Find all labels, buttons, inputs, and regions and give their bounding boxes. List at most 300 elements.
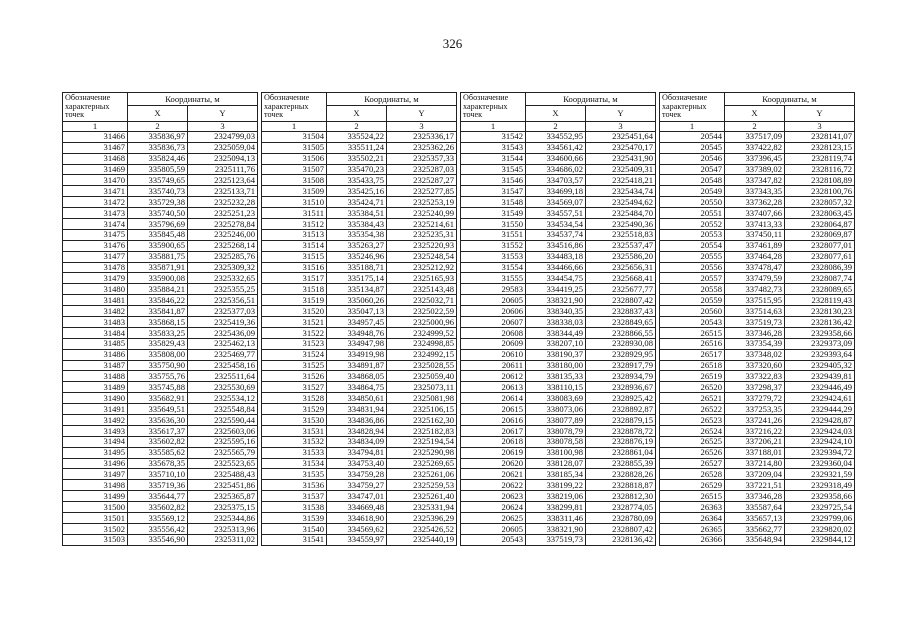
table-row — [461, 197, 656, 208]
table-row — [660, 218, 855, 229]
point-id-cell: 31496 — [63, 458, 128, 469]
point-id-cell: 26363 — [660, 502, 725, 513]
y-header: Y — [188, 106, 258, 122]
point-id-cell: 20614 — [461, 393, 526, 404]
x-cell: 338338,03 — [526, 316, 586, 327]
table-row — [63, 371, 258, 382]
point-id-cell: 31552 — [461, 240, 526, 251]
y-cell: 2325251,23 — [188, 208, 258, 219]
coordinates-header: Координаты, м — [128, 93, 258, 106]
point-id-cell: 31482 — [63, 306, 128, 317]
x-cell: 335662,77 — [725, 523, 785, 534]
point-id-cell: 31521 — [262, 316, 327, 327]
table-row — [262, 404, 457, 415]
table-row — [461, 295, 656, 306]
x-cell: 338110,15 — [526, 382, 586, 393]
y-cell: 2325261,40 — [387, 491, 457, 502]
table-row — [262, 523, 457, 534]
x-cell: 334759,27 — [327, 480, 387, 491]
x-cell: 335824,46 — [128, 153, 188, 164]
y-cell: 2325165,93 — [387, 273, 457, 284]
y-cell: 2325059,04 — [188, 142, 258, 153]
table-row — [63, 502, 258, 513]
table-row — [461, 240, 656, 251]
x-cell: 334948,76 — [327, 327, 387, 338]
x-cell: 335808,00 — [128, 349, 188, 360]
table-row — [660, 131, 855, 142]
table-row — [262, 502, 457, 513]
x-cell: 335263,27 — [327, 240, 387, 251]
table-row — [63, 327, 258, 338]
table-row — [63, 262, 258, 273]
table-row — [660, 251, 855, 262]
point-id-cell: 20624 — [461, 502, 526, 513]
table-row — [63, 349, 258, 360]
table-row — [461, 360, 656, 371]
y-cell: 2328866,55 — [586, 327, 656, 338]
x-cell: 338083,69 — [526, 393, 586, 404]
table-row — [262, 153, 457, 164]
point-id-cell: 26518 — [660, 360, 725, 371]
y-header: Y — [785, 106, 855, 122]
point-id-cell: 26515 — [660, 491, 725, 502]
y-cell: 2325418,21 — [586, 175, 656, 186]
y-cell: 2325246,00 — [188, 229, 258, 240]
y-cell: 2325269,65 — [387, 458, 457, 469]
point-id-cell: 26364 — [660, 513, 725, 524]
table-row — [63, 523, 258, 534]
x-cell: 335682,91 — [128, 393, 188, 404]
table-row — [262, 142, 457, 153]
y-cell: 2325336,17 — [387, 131, 457, 142]
point-id-cell: 20554 — [660, 240, 725, 251]
y-cell: 2325451,86 — [188, 480, 258, 491]
table-row — [461, 371, 656, 382]
point-id-cell: 31542 — [461, 131, 526, 142]
point-id-cell: 31504 — [262, 131, 327, 142]
x-cell: 334699,18 — [526, 186, 586, 197]
y-cell: 2328108,89 — [785, 175, 855, 186]
point-id-cell: 26520 — [660, 382, 725, 393]
point-id-cell: 31549 — [461, 208, 526, 219]
point-id-cell: 20621 — [461, 469, 526, 480]
coordinates-header: Координаты, м — [725, 93, 855, 106]
point-id-cell: 20543 — [660, 316, 725, 327]
y-cell: 2325094,13 — [188, 153, 258, 164]
y-cell: 2325668,41 — [586, 273, 656, 284]
table-row — [262, 458, 457, 469]
y-cell: 2325143,48 — [387, 284, 457, 295]
x-cell: 334454,75 — [526, 273, 586, 284]
table-row — [660, 458, 855, 469]
y-cell: 2325268,14 — [188, 240, 258, 251]
y-cell: 2325261,06 — [387, 469, 457, 480]
x-cell: 334703,57 — [526, 175, 586, 186]
table-row — [660, 491, 855, 502]
x-cell: 335841,87 — [128, 306, 188, 317]
x-header: X — [128, 106, 188, 122]
y-cell: 2328087,74 — [785, 273, 855, 284]
x-cell: 337346,28 — [725, 327, 785, 338]
point-id-cell: 31529 — [262, 404, 327, 415]
point-id-cell: 31516 — [262, 262, 327, 273]
point-id-cell: 31467 — [63, 142, 128, 153]
y-cell: 2328136,42 — [586, 534, 656, 545]
x-cell: 337362,28 — [725, 197, 785, 208]
point-id-cell: 20549 — [660, 186, 725, 197]
table-row — [63, 229, 258, 240]
y-cell: 2325212,92 — [387, 262, 457, 273]
y-cell: 2328812,30 — [586, 491, 656, 502]
x-cell: 337450,11 — [725, 229, 785, 240]
y-cell: 2325000,96 — [387, 316, 457, 327]
point-id-cell: 29583 — [461, 284, 526, 295]
x-cell: 334794,81 — [327, 447, 387, 458]
x-cell: 335710,10 — [128, 469, 188, 480]
table-row — [660, 175, 855, 186]
x-cell: 337407,66 — [725, 208, 785, 219]
point-id-cell: 31507 — [262, 164, 327, 175]
table-row — [660, 404, 855, 415]
x-cell: 334868,05 — [327, 371, 387, 382]
point-id-cell: 31544 — [461, 153, 526, 164]
table-row — [461, 273, 656, 284]
table-row — [262, 425, 457, 436]
point-id-cell: 31485 — [63, 338, 128, 349]
point-id-cell: 20553 — [660, 229, 725, 240]
y-cell: 2325331,94 — [387, 502, 457, 513]
x-cell: 335871,91 — [128, 262, 188, 273]
y-cell: 2329446,49 — [785, 382, 855, 393]
y-cell: 2328861,04 — [586, 447, 656, 458]
table-row — [63, 414, 258, 425]
y-cell: 2324799,03 — [188, 131, 258, 142]
y-cell: 2329424,10 — [785, 436, 855, 447]
y-cell: 2328063,45 — [785, 208, 855, 219]
table-row — [63, 131, 258, 142]
point-id-cell: 31518 — [262, 284, 327, 295]
point-id-cell: 31502 — [63, 523, 128, 534]
table-row — [461, 534, 656, 545]
table-row — [461, 480, 656, 491]
y-cell: 2325278,84 — [188, 218, 258, 229]
table-row — [461, 338, 656, 349]
table-row — [660, 523, 855, 534]
table-row — [63, 186, 258, 197]
y-cell: 2328807,42 — [586, 295, 656, 306]
point-id-cell: 31538 — [262, 502, 327, 513]
table-row — [660, 360, 855, 371]
point-designation-header: Обозначение характерных точек — [461, 93, 526, 122]
y-cell: 2325032,71 — [387, 295, 457, 306]
x-cell: 335884,21 — [128, 284, 188, 295]
y-cell: 2329428,87 — [785, 414, 855, 425]
x-cell: 334957,45 — [327, 316, 387, 327]
point-id-cell: 31546 — [461, 175, 526, 186]
y-cell: 2325285,76 — [188, 251, 258, 262]
y-cell: 2325362,26 — [387, 142, 457, 153]
table-row — [660, 273, 855, 284]
table-row — [461, 502, 656, 513]
table-row — [262, 371, 457, 382]
point-id-cell: 26366 — [660, 534, 725, 545]
table-row — [63, 436, 258, 447]
y-cell: 2329424,03 — [785, 425, 855, 436]
y-cell: 2325436,09 — [188, 327, 258, 338]
y-cell: 2329725,54 — [785, 502, 855, 513]
table-row — [63, 208, 258, 219]
table-row — [461, 382, 656, 393]
table-row — [63, 534, 258, 545]
y-cell: 2328837,43 — [586, 306, 656, 317]
x-cell: 335047,13 — [327, 306, 387, 317]
y-cell: 2325365,87 — [188, 491, 258, 502]
column-number: 2 — [128, 121, 188, 131]
x-cell: 338207,10 — [526, 338, 586, 349]
point-id-cell: 31548 — [461, 197, 526, 208]
x-cell: 334747,01 — [327, 491, 387, 502]
table-row — [63, 382, 258, 393]
point-id-cell: 31524 — [262, 349, 327, 360]
table-row — [461, 316, 656, 327]
point-id-cell: 31491 — [63, 404, 128, 415]
point-id-cell: 31514 — [262, 240, 327, 251]
table-row — [63, 164, 258, 175]
table-row — [660, 425, 855, 436]
table-row — [63, 153, 258, 164]
point-id-cell: 20616 — [461, 414, 526, 425]
x-cell: 338199,22 — [526, 480, 586, 491]
x-cell: 337298,37 — [725, 382, 785, 393]
table-row — [461, 153, 656, 164]
table-row — [461, 436, 656, 447]
x-cell: 337389,02 — [725, 164, 785, 175]
point-id-cell: 31531 — [262, 425, 327, 436]
table-row — [262, 164, 457, 175]
point-id-cell: 20545 — [660, 142, 725, 153]
y-cell: 2328123,15 — [785, 142, 855, 153]
table-row — [660, 382, 855, 393]
point-id-cell: 31555 — [461, 273, 526, 284]
y-cell: 2328929,95 — [586, 349, 656, 360]
coordinates-header: Координаты, м — [327, 93, 457, 106]
x-cell: 334759,28 — [327, 469, 387, 480]
y-cell: 2325235,31 — [387, 229, 457, 240]
x-cell: 335524,22 — [327, 131, 387, 142]
table-row — [660, 316, 855, 327]
table-row — [262, 513, 457, 524]
table-row — [262, 393, 457, 404]
y-cell: 2328879,15 — [586, 414, 656, 425]
column-number: 3 — [586, 121, 656, 131]
table-row — [262, 218, 457, 229]
point-id-cell: 31478 — [63, 262, 128, 273]
table-row — [262, 251, 457, 262]
table-row — [660, 414, 855, 425]
point-id-cell: 20608 — [461, 327, 526, 338]
y-cell: 2328089,65 — [785, 284, 855, 295]
point-id-cell: 31517 — [262, 273, 327, 284]
y-cell: 2325518,83 — [586, 229, 656, 240]
table-row — [63, 316, 258, 327]
y-cell: 2325586,20 — [586, 251, 656, 262]
table-row — [262, 316, 457, 327]
table-row — [262, 447, 457, 458]
point-id-cell: 20615 — [461, 404, 526, 415]
point-id-cell: 31508 — [262, 175, 327, 186]
point-id-cell: 31535 — [262, 469, 327, 480]
y-cell: 2325259,53 — [387, 480, 457, 491]
x-cell: 334419,25 — [526, 284, 586, 295]
point-designation-header: Обозначение характерных точек — [63, 93, 128, 122]
table-row — [262, 414, 457, 425]
coordinates-header: Координаты, м — [526, 93, 656, 106]
y-header: Y — [387, 106, 457, 122]
y-cell: 2328878,72 — [586, 425, 656, 436]
table-row — [660, 164, 855, 175]
point-id-cell: 31479 — [63, 273, 128, 284]
table-row — [63, 480, 258, 491]
table-row — [660, 338, 855, 349]
point-id-cell: 20557 — [660, 273, 725, 284]
y-cell: 2328934,79 — [586, 371, 656, 382]
table-row — [63, 295, 258, 306]
y-cell: 2328119,43 — [785, 295, 855, 306]
y-cell: 2328818,87 — [586, 480, 656, 491]
point-id-cell: 31501 — [63, 513, 128, 524]
y-cell: 2328077,01 — [785, 240, 855, 251]
x-cell: 337253,35 — [725, 404, 785, 415]
x-cell: 338180,00 — [526, 360, 586, 371]
table-row — [262, 295, 457, 306]
point-id-cell: 26523 — [660, 414, 725, 425]
y-cell: 2325313,96 — [188, 523, 258, 534]
table-row — [461, 218, 656, 229]
table-row — [461, 414, 656, 425]
x-cell: 335602,82 — [128, 502, 188, 513]
table-row — [262, 480, 457, 491]
x-cell: 337479,59 — [725, 273, 785, 284]
point-id-cell: 31492 — [63, 414, 128, 425]
x-cell: 335424,71 — [327, 197, 387, 208]
x-cell: 337209,04 — [725, 469, 785, 480]
table-row — [63, 360, 258, 371]
point-id-cell: 31493 — [63, 425, 128, 436]
y-cell: 2328086,39 — [785, 262, 855, 273]
table-row — [63, 393, 258, 404]
y-cell: 2328136,42 — [785, 316, 855, 327]
point-id-cell: 31495 — [63, 447, 128, 458]
y-cell: 2329318,49 — [785, 480, 855, 491]
y-cell: 2325431,90 — [586, 153, 656, 164]
x-cell: 337413,33 — [725, 218, 785, 229]
y-cell: 2325232,28 — [188, 197, 258, 208]
table-row — [461, 458, 656, 469]
x-cell: 337279,72 — [725, 393, 785, 404]
y-cell: 2325355,25 — [188, 284, 258, 295]
table-row — [660, 349, 855, 360]
x-cell: 337478,47 — [725, 262, 785, 273]
x-cell: 334561,42 — [526, 142, 586, 153]
point-id-cell: 20620 — [461, 458, 526, 469]
y-cell: 2328141,07 — [785, 131, 855, 142]
table-row — [660, 186, 855, 197]
y-cell: 2325309,32 — [188, 262, 258, 273]
point-id-cell: 31497 — [63, 469, 128, 480]
x-cell: 335649,51 — [128, 404, 188, 415]
y-cell: 2328892,87 — [586, 404, 656, 415]
table-row — [262, 131, 457, 142]
table-row — [660, 240, 855, 251]
table-row — [262, 208, 457, 219]
table-row — [262, 306, 457, 317]
y-cell: 2325220,93 — [387, 240, 457, 251]
x-cell: 335585,62 — [128, 447, 188, 458]
y-cell: 2325106,15 — [387, 404, 457, 415]
y-cell: 2325162,30 — [387, 414, 457, 425]
point-id-cell: 31475 — [63, 229, 128, 240]
y-cell: 2329321,59 — [785, 469, 855, 480]
point-id-cell: 31543 — [461, 142, 526, 153]
point-id-cell: 31470 — [63, 175, 128, 186]
point-id-cell: 31539 — [262, 513, 327, 524]
y-cell: 2329799,06 — [785, 513, 855, 524]
table-row — [262, 534, 457, 545]
y-cell: 2325530,69 — [188, 382, 258, 393]
table-row — [461, 469, 656, 480]
point-id-cell: 31486 — [63, 349, 128, 360]
point-id-cell: 31512 — [262, 218, 327, 229]
y-cell: 2325484,70 — [586, 208, 656, 219]
table-row — [262, 229, 457, 240]
x-cell: 335729,38 — [128, 197, 188, 208]
table-row — [262, 273, 457, 284]
x-cell: 334537,74 — [526, 229, 586, 240]
y-cell: 2328780,09 — [586, 513, 656, 524]
point-id-cell: 20623 — [461, 491, 526, 502]
y-cell: 2329439,81 — [785, 371, 855, 382]
x-cell: 337519,73 — [526, 534, 586, 545]
x-cell: 335829,43 — [128, 338, 188, 349]
x-cell: 338190,37 — [526, 349, 586, 360]
table-row — [461, 208, 656, 219]
x-cell: 334919,98 — [327, 349, 387, 360]
point-id-cell: 31515 — [262, 251, 327, 262]
x-cell: 335745,88 — [128, 382, 188, 393]
column-number: 2 — [526, 121, 586, 131]
y-cell: 2328077,61 — [785, 251, 855, 262]
table-row — [461, 284, 656, 295]
point-id-cell: 31551 — [461, 229, 526, 240]
x-cell: 335425,16 — [327, 186, 387, 197]
point-id-cell: 20607 — [461, 316, 526, 327]
point-id-cell: 20612 — [461, 371, 526, 382]
x-cell: 335470,23 — [327, 164, 387, 175]
point-id-cell: 31468 — [63, 153, 128, 164]
column-number: 2 — [725, 121, 785, 131]
x-cell: 334534,54 — [526, 218, 586, 229]
table-row — [461, 425, 656, 436]
table-row — [660, 480, 855, 491]
column-number: 1 — [660, 121, 725, 131]
table-row — [660, 447, 855, 458]
y-cell: 2325311,02 — [188, 534, 258, 545]
y-cell: 2325494,62 — [586, 197, 656, 208]
x-cell: 338073,06 — [526, 404, 586, 415]
x-cell: 338128,07 — [526, 458, 586, 469]
table-row — [660, 502, 855, 513]
y-cell: 2325253,19 — [387, 197, 457, 208]
